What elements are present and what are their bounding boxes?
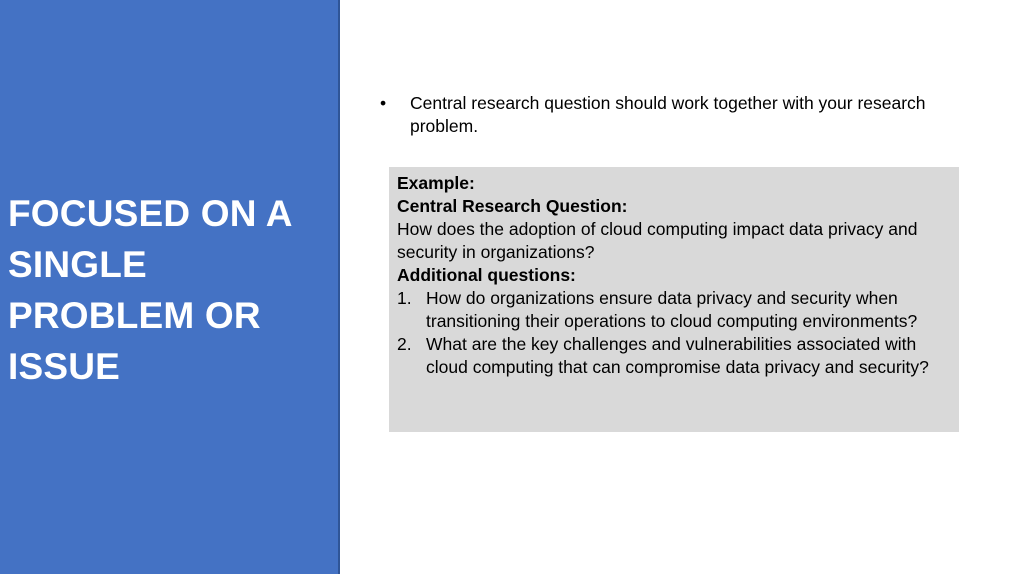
additional-questions-list [397, 287, 951, 379]
bullet-text: Central research question should work together with your research problem. [410, 93, 926, 136]
panel-divider [338, 0, 340, 574]
list-item-text: What are the key challenges and vulnerabilities associated with cloud computing that can compromise data privacy and security? [426, 334, 929, 377]
list-item [397, 333, 951, 379]
slide-title-line: ISSUE [8, 346, 121, 387]
slide-title-line: SINGLE [8, 244, 147, 285]
list-item-number: 1. [397, 288, 412, 308]
bullet-point [380, 92, 940, 138]
slide-title [8, 188, 333, 392]
example-box [389, 167, 959, 432]
list-item [397, 287, 951, 333]
example-heading: Example: [397, 173, 475, 193]
title-panel [0, 0, 338, 574]
bullet-marker: • [380, 93, 387, 113]
slide-title-line: PROBLEM OR [8, 295, 261, 336]
list-item-number: 2. [397, 334, 412, 354]
central-question-label: Central Research Question: [397, 196, 628, 216]
additional-questions-label: Additional questions: [397, 265, 576, 285]
slide-title-line: FOCUSED ON A [8, 193, 293, 234]
list-item-text: How do organizations ensure data privacy and security when transitioning their operations to cloud computing environments? [426, 288, 918, 331]
central-question-text: How does the adoption of cloud computing impact data privacy and security in organizations? [397, 219, 918, 262]
